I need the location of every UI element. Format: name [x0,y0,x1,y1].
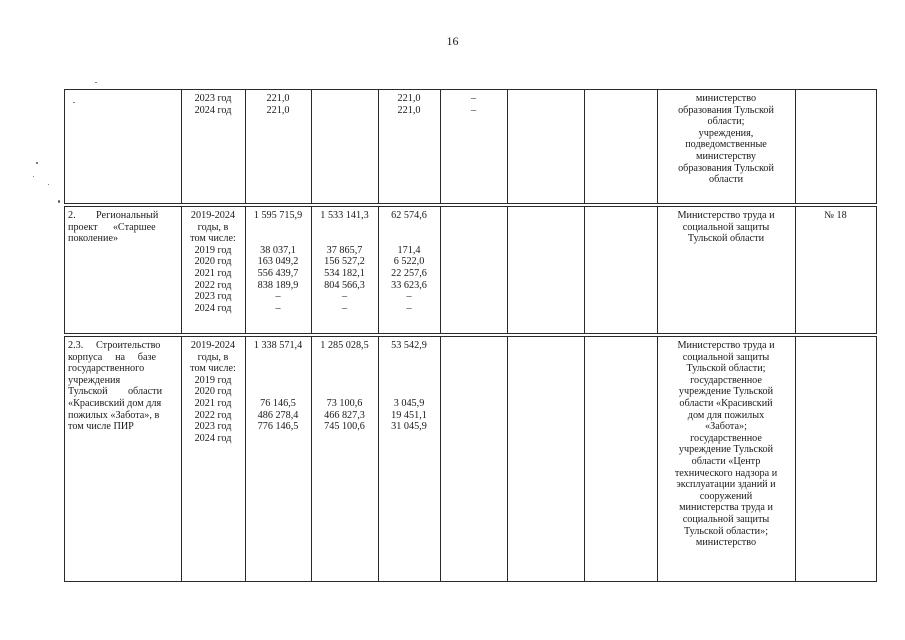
row-border-top [64,206,876,207]
row-name-line: 2. Региональный [68,210,159,221]
scan-speck [95,82,97,83]
scan-speck [73,102,75,103]
executor-line: области «Красивский [679,398,773,409]
regional-year-value: 3 045,9 [393,398,425,409]
year-label: годы, в [197,221,229,233]
column-border [440,206,441,334]
year-label: 2019-2024 [190,340,236,351]
year-label: 2024 год [194,104,232,116]
row-name-line: Тульской области [68,386,163,398]
regional-year-value: 19 451,1 [391,409,427,421]
column-border [507,336,508,582]
year-label: 2020 год [194,386,232,398]
executor-line: министерство [695,93,757,104]
column-border [64,89,65,204]
row-border-bottom [64,203,876,204]
federal-year-value: 804 566,3 [324,279,365,291]
executor-line: образования Тульской [678,162,774,174]
year-label: 2022 год [194,279,232,291]
executor-line: «Забота»; [705,421,747,433]
executor-line: технического надзора и [674,467,778,479]
federal-year-value: 156 527,2 [324,256,365,268]
federal-year-value: 37 865,7 [326,244,363,256]
total-year-value: 76 146,5 [260,398,296,409]
year-label: 2019 год [194,374,232,386]
executor-line: Тульской области»; [683,525,769,537]
total-year-value: 221,0 [266,104,290,116]
column-border [378,89,379,204]
year-label: 2022 год [194,409,232,421]
column-border [64,206,65,334]
regional-year-value: 171,4 [397,244,421,256]
column-border [378,206,379,334]
column-border [657,206,658,334]
executor-line: учреждения, [698,127,754,139]
year-label: годы, в [197,351,229,363]
column-border [507,206,508,334]
total-year-value: 838 189,9 [257,279,299,291]
scan-speck [36,162,38,164]
executor-line: области [708,174,744,186]
column-border [440,89,441,204]
executor-line: эксплуатации зданий и [676,479,776,491]
executor-line: сооружений [699,490,753,502]
row-border-bottom [64,333,876,334]
row-border-bottom [64,581,876,582]
executor-line: министерство [695,537,757,549]
executor-line: Тульской области [687,233,765,245]
federal-year-value: 466 827,3 [324,409,365,421]
executor-line: области «Центр [691,456,761,467]
executor-line: образования Тульской [678,104,774,116]
regional-year-value: 6 522,0 [393,256,425,268]
total-total-value: 1 595 715,9 [253,210,303,221]
federal-total-value: 1 533 141,3 [320,210,369,221]
column-border [657,89,658,204]
scan-speck [48,184,49,185]
total-year-value: – [275,302,281,314]
row-name-line: пожилых «Забота», в [68,409,160,421]
row-name-line: «Красивский дом для [68,398,162,409]
year-label: 2023 год [194,93,232,104]
column-border [584,336,585,582]
executor-line: Министерство труда и [677,210,775,221]
regional-year-value: – [406,302,412,314]
row-name-line: 2.3. Строительство [68,340,161,351]
total-total-value: 1 338 571,4 [253,340,303,351]
column-border [876,336,877,582]
executor-line: подведомственные [685,139,767,151]
column-border [181,206,182,334]
column-border [584,89,585,204]
year-label: 2021 год [194,398,232,409]
executor-line: министерства труда и [679,502,773,514]
total-year-value: 776 146,5 [257,421,299,433]
regional-year-value: 221,0 [397,104,421,116]
regional-year-value: 22 257,6 [391,268,427,279]
column-border [795,89,796,204]
regional-total-value: 62 574,6 [391,210,427,221]
column-border [876,206,877,334]
total-year-value: 486 278,4 [257,409,299,421]
executor-line: учреждение Тульской [678,444,774,456]
column-border [245,336,246,582]
row-name-line: том числе ПИР [68,421,134,433]
year-label: 2019-2024 [190,210,236,221]
regional-year-value: 221,0 [397,93,421,104]
executor-line: учреждение Тульской [678,386,774,398]
executor-line: социальной защиты [682,514,770,525]
scan-speck [33,176,34,177]
total-year-value: 38 037,1 [260,244,296,256]
executor-line: государственное [690,374,762,386]
row-border-top [64,336,876,337]
year-label: 2023 год [194,421,232,433]
total-year-value: – [275,291,281,303]
column-border [795,206,796,334]
executor-line: государственное [690,432,762,444]
federal-year-value: 73 100,6 [326,398,363,409]
executor-line: социальной защиты [682,351,770,363]
year-label: 2019 год [194,244,232,256]
column-border [378,336,379,582]
column-border [311,336,312,582]
federal-year-value: – [341,291,348,303]
executor-line: социальной защиты [682,221,770,233]
row-name-line: государственного [68,363,145,375]
column-border [657,336,658,582]
column-border [181,336,182,582]
federal-year-value: 745 100,6 [324,421,365,433]
other-value: – [470,104,477,116]
total-year-value: 221,0 [266,93,290,104]
column-border [181,89,182,204]
executor-line: Тульской области; [686,363,766,375]
regional-year-value: 33 623,6 [391,279,427,291]
year-label: 2023 год [194,291,232,303]
column-border [584,206,585,334]
regional-year-value: 31 045,9 [391,421,427,433]
row-name-line: проект «Старшее [68,221,156,233]
column-border [245,206,246,334]
executor-line: дом для пожилых [687,409,765,421]
row-border-top [64,89,876,90]
column-border [507,89,508,204]
column-border [440,336,441,582]
year-label: 2024 год [194,432,232,444]
column-border [64,336,65,582]
row-name-line: учреждения [68,374,121,386]
note-value: № 18 [824,210,847,221]
column-border [795,336,796,582]
other-value: – [470,93,477,104]
total-year-value: 556 439,7 [257,268,299,279]
row-name-line: корпуса на базе [68,351,157,363]
column-border [876,89,877,204]
column-border [245,89,246,204]
federal-year-value: 534 182,1 [324,268,365,279]
federal-year-value: – [341,302,348,314]
total-year-value: 163 049,2 [257,256,299,268]
page-number: 16 [446,34,459,48]
year-label: 2021 год [194,268,232,279]
scan-speck [58,200,60,203]
executor-line: Министерство труда и [677,340,775,351]
column-border [311,206,312,334]
executor-line: министерству [696,151,756,162]
year-label: 2020 год [194,256,232,268]
regional-total-value: 53 542,9 [391,340,427,351]
year-label: 2024 год [194,302,232,314]
regional-year-value: – [406,291,412,303]
executor-line: области; [707,116,745,128]
row-name-line: поколение» [68,233,119,245]
federal-total-value: 1 285 028,5 [320,340,369,351]
year-label: том числе: [190,363,236,375]
year-label: том числе: [190,233,236,245]
column-border [311,89,312,204]
